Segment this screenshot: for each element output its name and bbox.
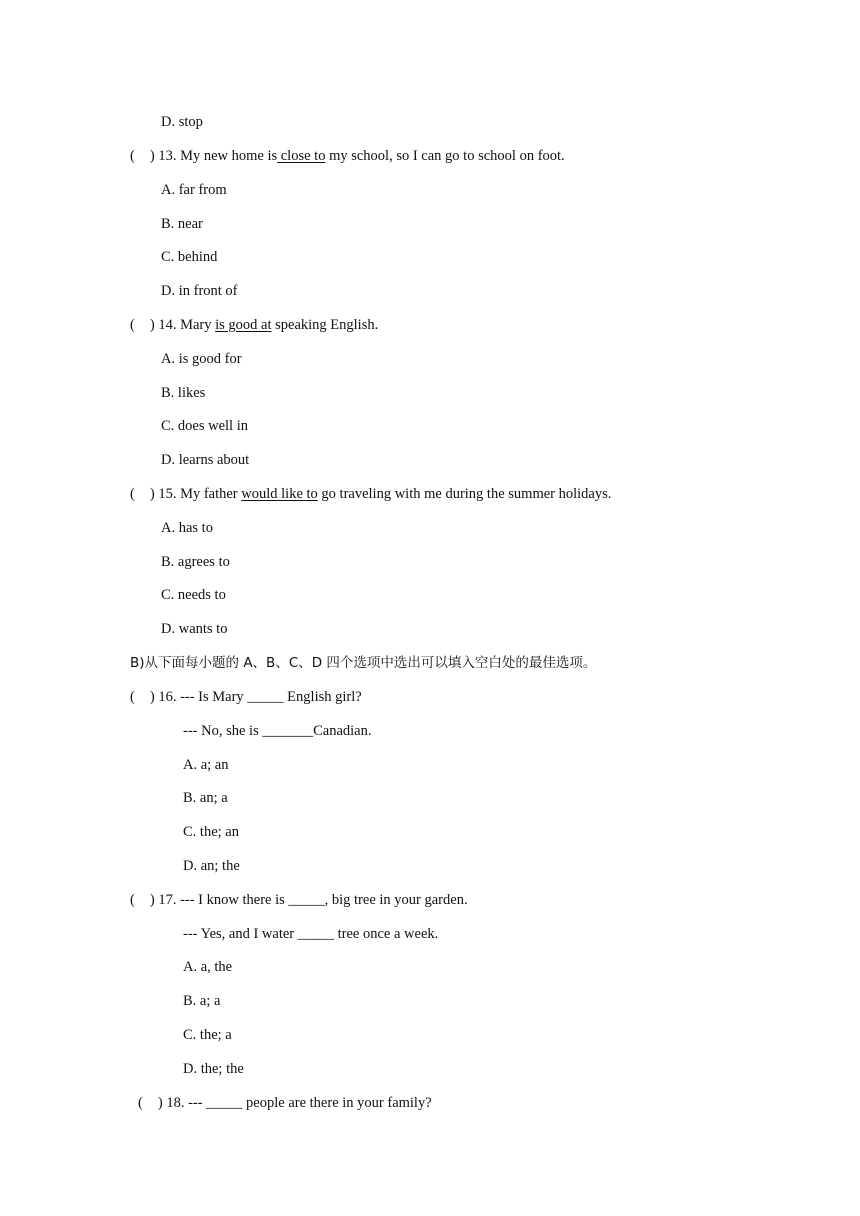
- answer-paren-close: ): [149, 689, 155, 705]
- q14-option-a: A. is good for: [161, 351, 242, 367]
- q14-option-d: D. learns about: [161, 452, 250, 468]
- answer-paren-open: (: [130, 689, 135, 705]
- answer-paren-close: ): [149, 148, 155, 164]
- q17-option-a: A. a, the: [183, 959, 233, 975]
- question-14: [130, 316, 378, 334]
- q16-option-a: A. a; an: [183, 757, 229, 773]
- question-13: [130, 147, 565, 165]
- q16-option-c: C. the; an: [183, 824, 239, 840]
- q16-option-d: D. an; the: [183, 858, 240, 874]
- q17-option-d: D. the; the: [183, 1061, 244, 1077]
- q14-option-c: C. does well in: [161, 418, 248, 434]
- q13-option-d: D. in front of: [161, 283, 238, 299]
- q16-line-2: --- No, she is _______Canadian.: [183, 723, 372, 739]
- underlined-phrase: would like to: [241, 486, 318, 502]
- question-prefix: 13. My new home is: [158, 148, 278, 164]
- question-16: [130, 688, 362, 706]
- question-18: [138, 1094, 432, 1112]
- answer-paren-open: (: [130, 892, 135, 908]
- q12-option-d: D. stop: [161, 114, 203, 130]
- question-line-1: 18. --- _____ people are there in your family?: [166, 1095, 432, 1111]
- underlined-phrase: is good at: [215, 317, 272, 333]
- q13-option-a: A. far from: [161, 182, 227, 198]
- question-15: [130, 485, 611, 503]
- q17-line-2: --- Yes, and I water _____ tree once a week.: [183, 926, 439, 942]
- question-prefix: 14. Mary: [158, 317, 216, 333]
- answer-paren-open: (: [138, 1095, 143, 1111]
- q15-option-c: C. needs to: [161, 587, 226, 603]
- answer-paren-close: ): [157, 1095, 163, 1111]
- q17-option-c: C. the; a: [183, 1027, 232, 1043]
- question-prefix: 15. My father: [158, 486, 242, 502]
- question-17: [130, 891, 468, 909]
- q13-option-b: B. near: [161, 216, 203, 232]
- q15-option-b: B. agrees to: [161, 554, 230, 570]
- answer-paren-open: (: [130, 486, 135, 502]
- q15-option-a: A. has to: [161, 520, 213, 536]
- answer-paren-close: ): [149, 892, 155, 908]
- q13-option-c: C. behind: [161, 249, 218, 265]
- answer-paren-open: (: [130, 148, 135, 164]
- q17-option-b: B. a; a: [183, 993, 221, 1009]
- answer-paren-open: (: [130, 317, 135, 333]
- question-line-1: 16. --- Is Mary _____ English girl?: [158, 689, 362, 705]
- question-suffix: speaking English.: [271, 317, 379, 333]
- question-line-1: 17. --- I know there is _____, big tree in your garden.: [158, 892, 468, 908]
- q14-option-b: B. likes: [161, 385, 206, 401]
- section-b-instruction: B)从下面每小题的 A、B、C、D 四个选项中选出可以填入空白处的最佳选项。: [130, 655, 597, 671]
- answer-paren-close: ): [149, 486, 155, 502]
- q15-option-d: D. wants to: [161, 621, 228, 637]
- question-suffix: my school, so I can go to school on foot.: [325, 148, 565, 164]
- q16-option-b: B. an; a: [183, 790, 228, 806]
- answer-paren-close: ): [149, 317, 155, 333]
- question-suffix: go traveling with me during the summer holidays.: [317, 486, 612, 502]
- underlined-phrase: close to: [277, 148, 326, 164]
